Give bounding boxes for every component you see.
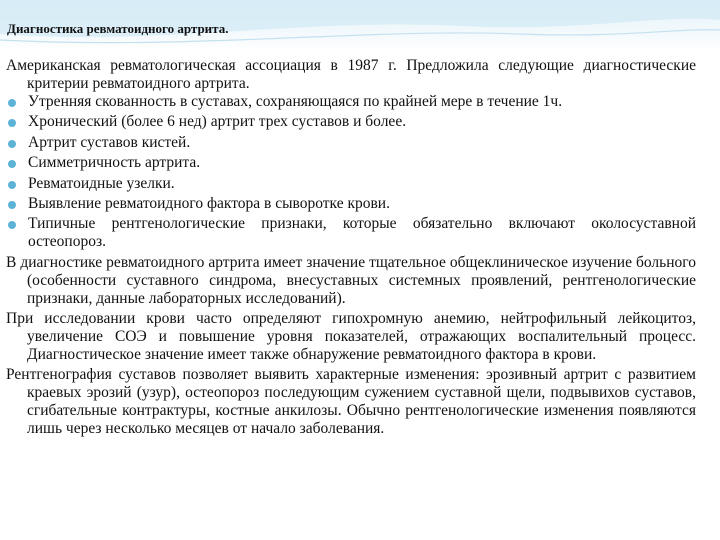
criterion-text: Типичные рентгенологические признаки, которые обязательно включают околосуставной остеопороз. [28,215,696,251]
blood-test-paragraph: При исследовании крови часто определяют гипохромную анемию, нейтрофильный лейкоцитоз, увеличение СОЭ и повышение уровня показателей, отражающих воспалительный процесс. Диагностическое значение имеет также обнаружение ревматоидного фактора в крови. [6,309,696,363]
criterion-item [6,175,696,193]
criterion-item [6,195,696,213]
slide-content [6,57,696,438]
criterion-item [6,134,696,152]
bullet-dot-icon [8,181,16,189]
bullet-dot-icon [8,119,16,127]
criterion-item [6,113,696,131]
criterion-text: Хронический (более 6 нед) артрит трех суставов и более. [28,113,407,131]
bullet-dot-icon [8,140,16,148]
clinical-exam-paragraph: В диагностике ревматоидного артрита имеет значение тщательное общеклиническое изучение больного (особенности суставного синдрома, внесуставных системных проявлений, рентгенологические признаки, данные лабораторных исследований). [6,253,696,307]
criterion-text: Выявление ревматоидного фактора в сыворотке крови. [28,194,390,212]
slide-title: Диагностика ревматоидного артрита. [7,21,229,36]
criterion-text: Артрит суставов кистей. [28,133,191,151]
bullet-dot-icon [8,160,16,168]
criterion-item [6,93,696,111]
criterion-text: Симметричность артрита. [28,154,201,172]
bullet-dot-icon [8,221,16,229]
criterion-item [6,215,696,251]
bullet-dot-icon [8,99,16,107]
bullet-dot-icon [8,201,16,209]
criterion-text: Ревматоидные узелки. [28,174,175,192]
intro-paragraph: Американская ревматологическая ассоциация в 1987 г. Предложила следующие диагностические критерии ревматоидного артрита. [6,57,696,92]
criteria-list [6,93,696,251]
criterion-text: Утренняя скованность в суставах, сохраняющаяся по крайней мере в течение 1ч. [28,93,563,110]
criterion-item [6,154,696,172]
xray-paragraph: Рентгенография суставов позволяет выявить характерные изменения: эрозивный артрит с развитием краевых эрозий (узур), остеопороз последующим сужением суставной щели, подвывихов суставов, сгибательные контрактуры, костные анкилозы. Обычно рентгенологические изменения появляются лишь через несколько месяцев от начало заболевания. [6,365,696,437]
